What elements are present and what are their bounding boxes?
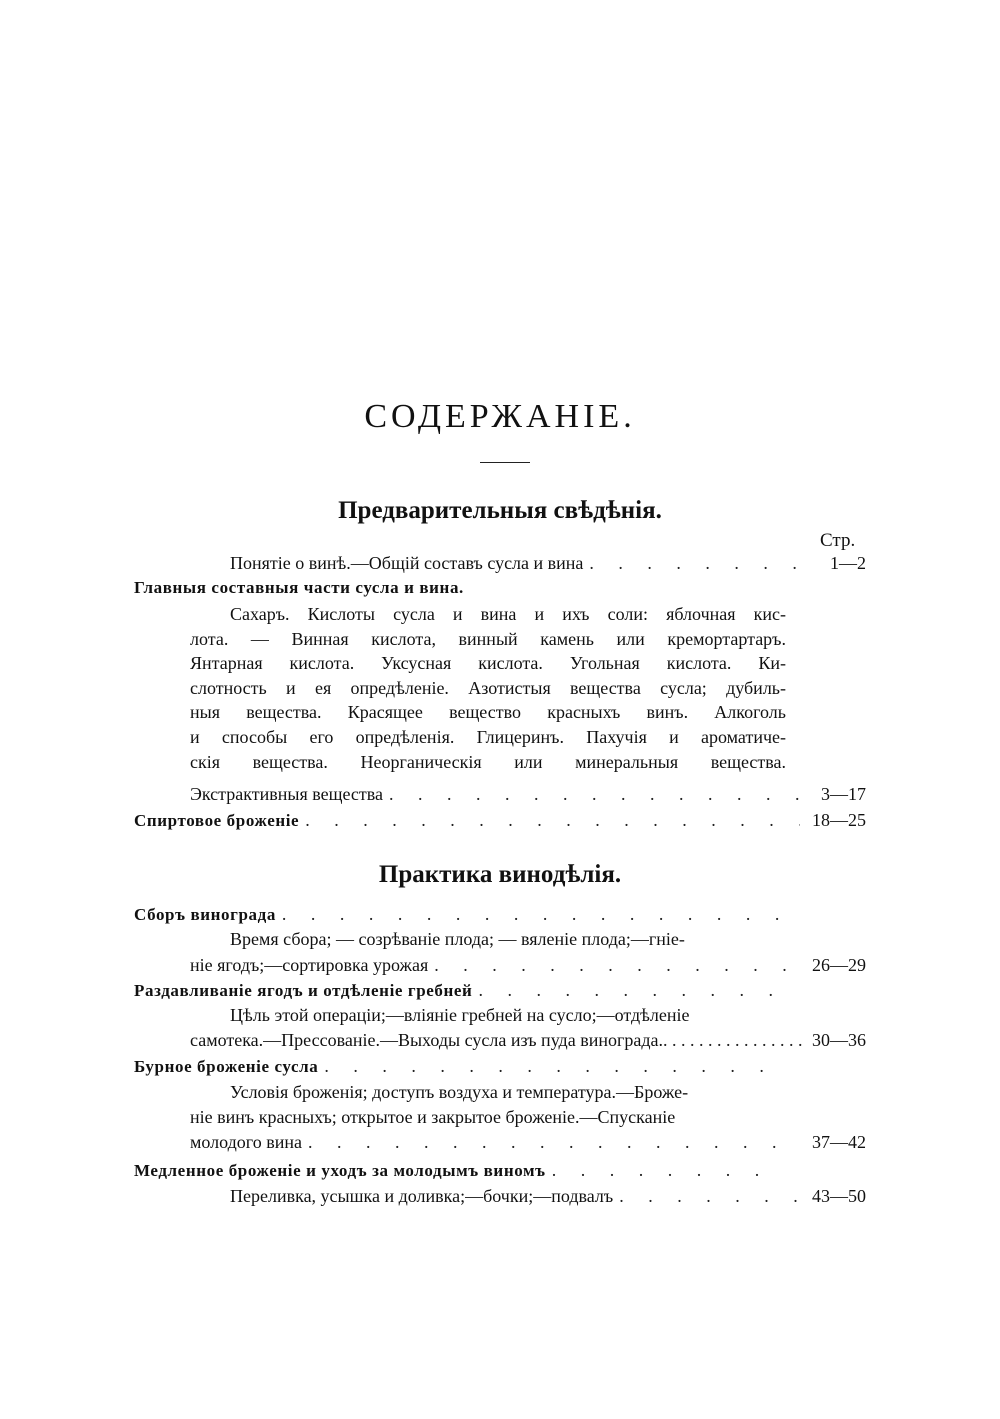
leader-dots (619, 1184, 800, 1208)
leader-dots (434, 953, 800, 977)
toc-entry-text: Условія броженія; доступъ воздуха и температура.—Броже- (230, 1082, 689, 1102)
toc-entry-text: Время сбора; — созрѣваніе плода; — вяленіе плода;—гніе- (230, 929, 685, 949)
toc-entry-pages: 18—25 (812, 810, 866, 830)
toc-entry-text: Раздавливаніе ягодъ и отдѣленіе гребней (134, 981, 473, 1000)
toc-entry-text: Сборъ винограда (134, 905, 276, 924)
leader-dots (305, 808, 800, 832)
toc-entry-text: Бурное броженіе сусла (134, 1057, 319, 1076)
toc-line (190, 1105, 786, 1129)
toc-entry-text: Понятіе о винѣ.—Общій составъ сусла и вина (230, 553, 584, 573)
paragraph-line: Янтарная кислота. Уксусная кислота. Угольная кислота. Ки- (190, 653, 786, 674)
toc-heading (134, 902, 786, 927)
toc-heading (134, 1054, 786, 1079)
leader-dots (589, 551, 800, 575)
toc-entry-pages: 30—36 (812, 1030, 866, 1050)
leader-dots (324, 1054, 780, 1078)
toc-heading (134, 978, 786, 1003)
title-rule (480, 462, 530, 463)
toc-entry (230, 551, 866, 575)
toc-entry-pages: 43—50 (812, 1186, 866, 1206)
section-heading-practice: Практика винодѣлія. (378, 861, 622, 888)
toc-entry-text: самотека.—Прессованіе.—Выходы сусла изъ пуда винограда. (190, 1030, 663, 1050)
toc-entry (190, 782, 866, 806)
toc-line (230, 927, 786, 951)
toc-entry-text: Экстрактивныя вещества (190, 784, 384, 804)
leader-dots (389, 782, 800, 806)
leader-dots (552, 1158, 780, 1182)
toc-paragraph (190, 602, 786, 774)
leader-dots (308, 1130, 800, 1154)
toc-entry (134, 808, 866, 833)
leader-dots (282, 902, 780, 926)
page-column-label: Стр. (820, 530, 856, 551)
toc-heading (134, 1158, 786, 1183)
toc-entry (190, 953, 866, 977)
paragraph-line: и способы его опредѣленія. Глицеринъ. Пахучія и ароматиче- (190, 726, 786, 747)
section-heading-preliminary: Предварительныя свѣдѣнія. (338, 497, 662, 524)
toc-entry (190, 1028, 866, 1052)
toc-entry-text: ніе ягодъ;—сортировка урожая (190, 955, 429, 975)
toc-entry-text: Переливка, усышка и доливка;—бочки;—подвалъ (230, 1186, 614, 1206)
toc-entry-text: Главныя составныя части сусла и вина. (134, 578, 464, 597)
toc-entry-text: Медленное броженіе и уходъ за молодымъ виномъ (134, 1161, 546, 1180)
toc-entry (190, 1130, 866, 1154)
toc-heading (134, 576, 866, 600)
toc-entry-text: Спиртовое броженіе (134, 811, 300, 830)
toc-entry-text: ніе винъ красныхъ; открытое и закрытое броженіе.—Спусканіе (190, 1107, 676, 1127)
toc-entry-pages: 3—17 (821, 784, 866, 804)
paragraph-line: скія вещества. Неорганическія или минеральныя вещества. (190, 751, 786, 772)
toc-line (230, 1003, 786, 1027)
leader-dots (663, 1028, 806, 1052)
toc-entry-pages: 1—2 (830, 553, 866, 573)
leader-dots (478, 978, 780, 1002)
toc-line (230, 1080, 786, 1104)
page-title: СОДЕРЖАНІЕ. (364, 398, 636, 435)
toc-entry-pages: 26—29 (812, 955, 866, 975)
paragraph-line: ныя вещества. Красящее вещество красныхъ винъ. Алкоголь (190, 702, 786, 723)
paragraph-line: слотность и ея опредѣленіе. Азотистыя вещества сусла; дубиль- (190, 677, 786, 698)
toc-entry-pages: 37—42 (812, 1132, 866, 1152)
toc-entry (230, 1184, 866, 1208)
paragraph-line: Сахаръ. Кислоты сусла и вина и ихъ соли: яблочная кис- (230, 604, 786, 624)
toc-entry-text: молодого вина (190, 1132, 302, 1152)
toc-entry-text: Цѣль этой операціи;—вліяніе гребней на сусло;—отдѣленіе (230, 1005, 690, 1025)
paragraph-line: лота. — Винная кислота, винный камень или кремортартаръ. (190, 628, 786, 649)
